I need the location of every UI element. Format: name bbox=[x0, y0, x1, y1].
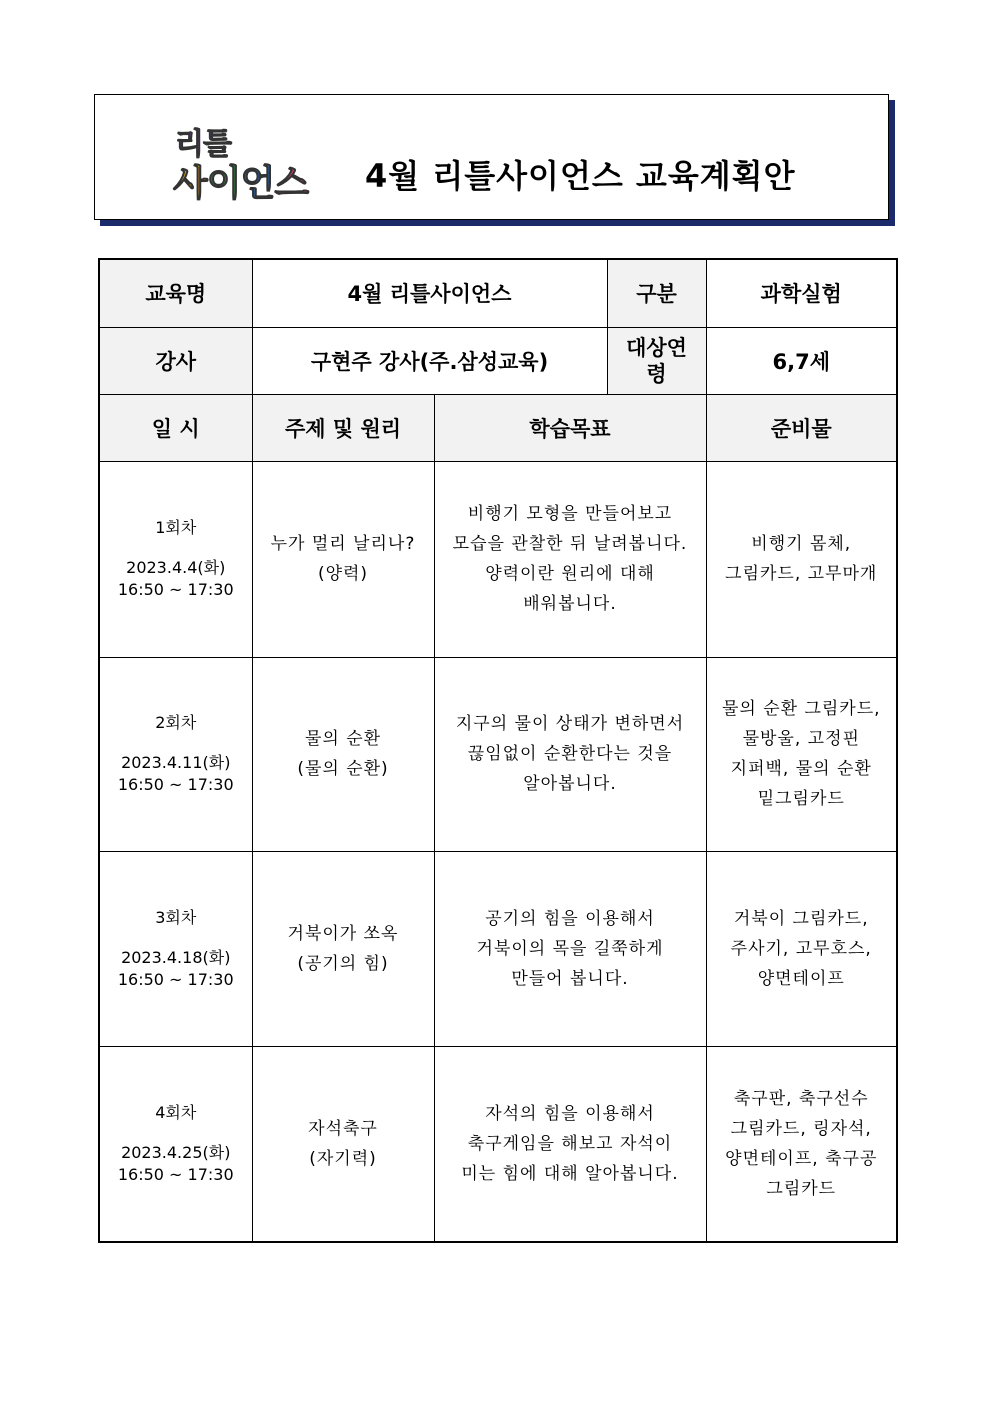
session-topic: 물의 순환 (물의 순환) bbox=[252, 657, 434, 851]
session-round: 3회차 bbox=[155, 907, 197, 927]
session-goal: 자석의 힘을 이용해서 축구게임을 해보고 자석이 미는 힘에 대해 알아봅니다. bbox=[434, 1046, 706, 1242]
category-label: 구분 bbox=[607, 259, 706, 327]
info-row-name bbox=[99, 259, 897, 327]
column-date-header: 일 시 bbox=[99, 394, 252, 461]
session-round: 2회차 bbox=[155, 713, 197, 732]
age-label: 대상연 령 bbox=[607, 327, 706, 394]
session-date-cell bbox=[99, 1046, 252, 1242]
teacher-label: 강사 bbox=[99, 327, 252, 394]
age-value: 6,7세 bbox=[706, 327, 897, 394]
session-goal: 비행기 모형을 만들어보고 모습을 관찰한 뒤 날려봅니다. 양력이란 원리에 대해 배워봅니다. bbox=[434, 461, 706, 657]
session-topic: 자석축구 (자기력) bbox=[252, 1046, 434, 1242]
session-time: 16:50 ~ 17:30 bbox=[117, 580, 234, 599]
column-header-row bbox=[99, 394, 897, 461]
session-time: 16:50 ~ 17:30 bbox=[117, 969, 234, 989]
little-science-logo bbox=[173, 117, 333, 204]
page-title: 4월 리틀사이언스 교육계획안 bbox=[365, 157, 796, 195]
table-row bbox=[99, 657, 897, 851]
table-row bbox=[99, 461, 897, 657]
logo-top-text: 리틀 bbox=[175, 127, 231, 162]
table-row bbox=[99, 1046, 897, 1242]
session-materials: 축구판, 축구선수 그림카드, 링자석, 양면테이프, 축구공 그림카드 bbox=[706, 1046, 897, 1242]
session-goal: 지구의 물이 상태가 변하면서 끊임없이 순환한다는 것을 알아봅니다. bbox=[434, 657, 706, 851]
column-materials-header: 준비물 bbox=[706, 394, 897, 461]
education-plan-table bbox=[98, 258, 898, 1243]
session-round: 1회차 bbox=[155, 518, 197, 537]
column-goal-header: 학습목표 bbox=[434, 394, 706, 461]
edu-name-label: 교육명 bbox=[99, 259, 252, 327]
session-topic: 거북이가 쏘옥 (공기의 힘) bbox=[252, 851, 434, 1046]
teacher-value: 구현주 강사(주.삼성교육) bbox=[252, 327, 607, 394]
session-date-cell bbox=[99, 851, 252, 1046]
session-goal: 공기의 힘을 이용해서 거북이의 목을 길쭉하게 만들어 봅니다. bbox=[434, 851, 706, 1046]
session-date-cell bbox=[99, 461, 252, 657]
logo-bottom-text: 사이언스 bbox=[173, 163, 309, 204]
title-box bbox=[94, 94, 889, 220]
session-date-cell bbox=[99, 657, 252, 851]
info-row-teacher bbox=[99, 327, 897, 394]
session-date: 2023.4.18(화) bbox=[121, 947, 231, 967]
session-date: 2023.4.11(화) bbox=[121, 753, 231, 772]
session-date: 2023.4.25(화) bbox=[121, 1142, 231, 1162]
session-date: 2023.4.4(화) bbox=[126, 558, 226, 577]
column-topic-header: 주제 및 원리 bbox=[252, 394, 434, 461]
session-time: 16:50 ~ 17:30 bbox=[117, 775, 234, 794]
session-materials: 거북이 그림카드, 주사기, 고무호스, 양면테이프 bbox=[706, 851, 897, 1046]
session-materials: 물의 순환 그림카드, 물방울, 고정핀 지퍼백, 물의 순환 밑그림카드 bbox=[706, 657, 897, 851]
edu-name-value: 4월 리틀사이언스 bbox=[252, 259, 607, 327]
session-materials: 비행기 몸체, 그림카드, 고무마개 bbox=[706, 461, 897, 657]
session-time: 16:50 ~ 17:30 bbox=[117, 1164, 234, 1184]
category-value: 과학실험 bbox=[706, 259, 897, 327]
session-topic: 누가 멀리 날리나? (양력) bbox=[252, 461, 434, 657]
table-row bbox=[99, 851, 897, 1046]
session-round: 4회차 bbox=[155, 1102, 197, 1122]
